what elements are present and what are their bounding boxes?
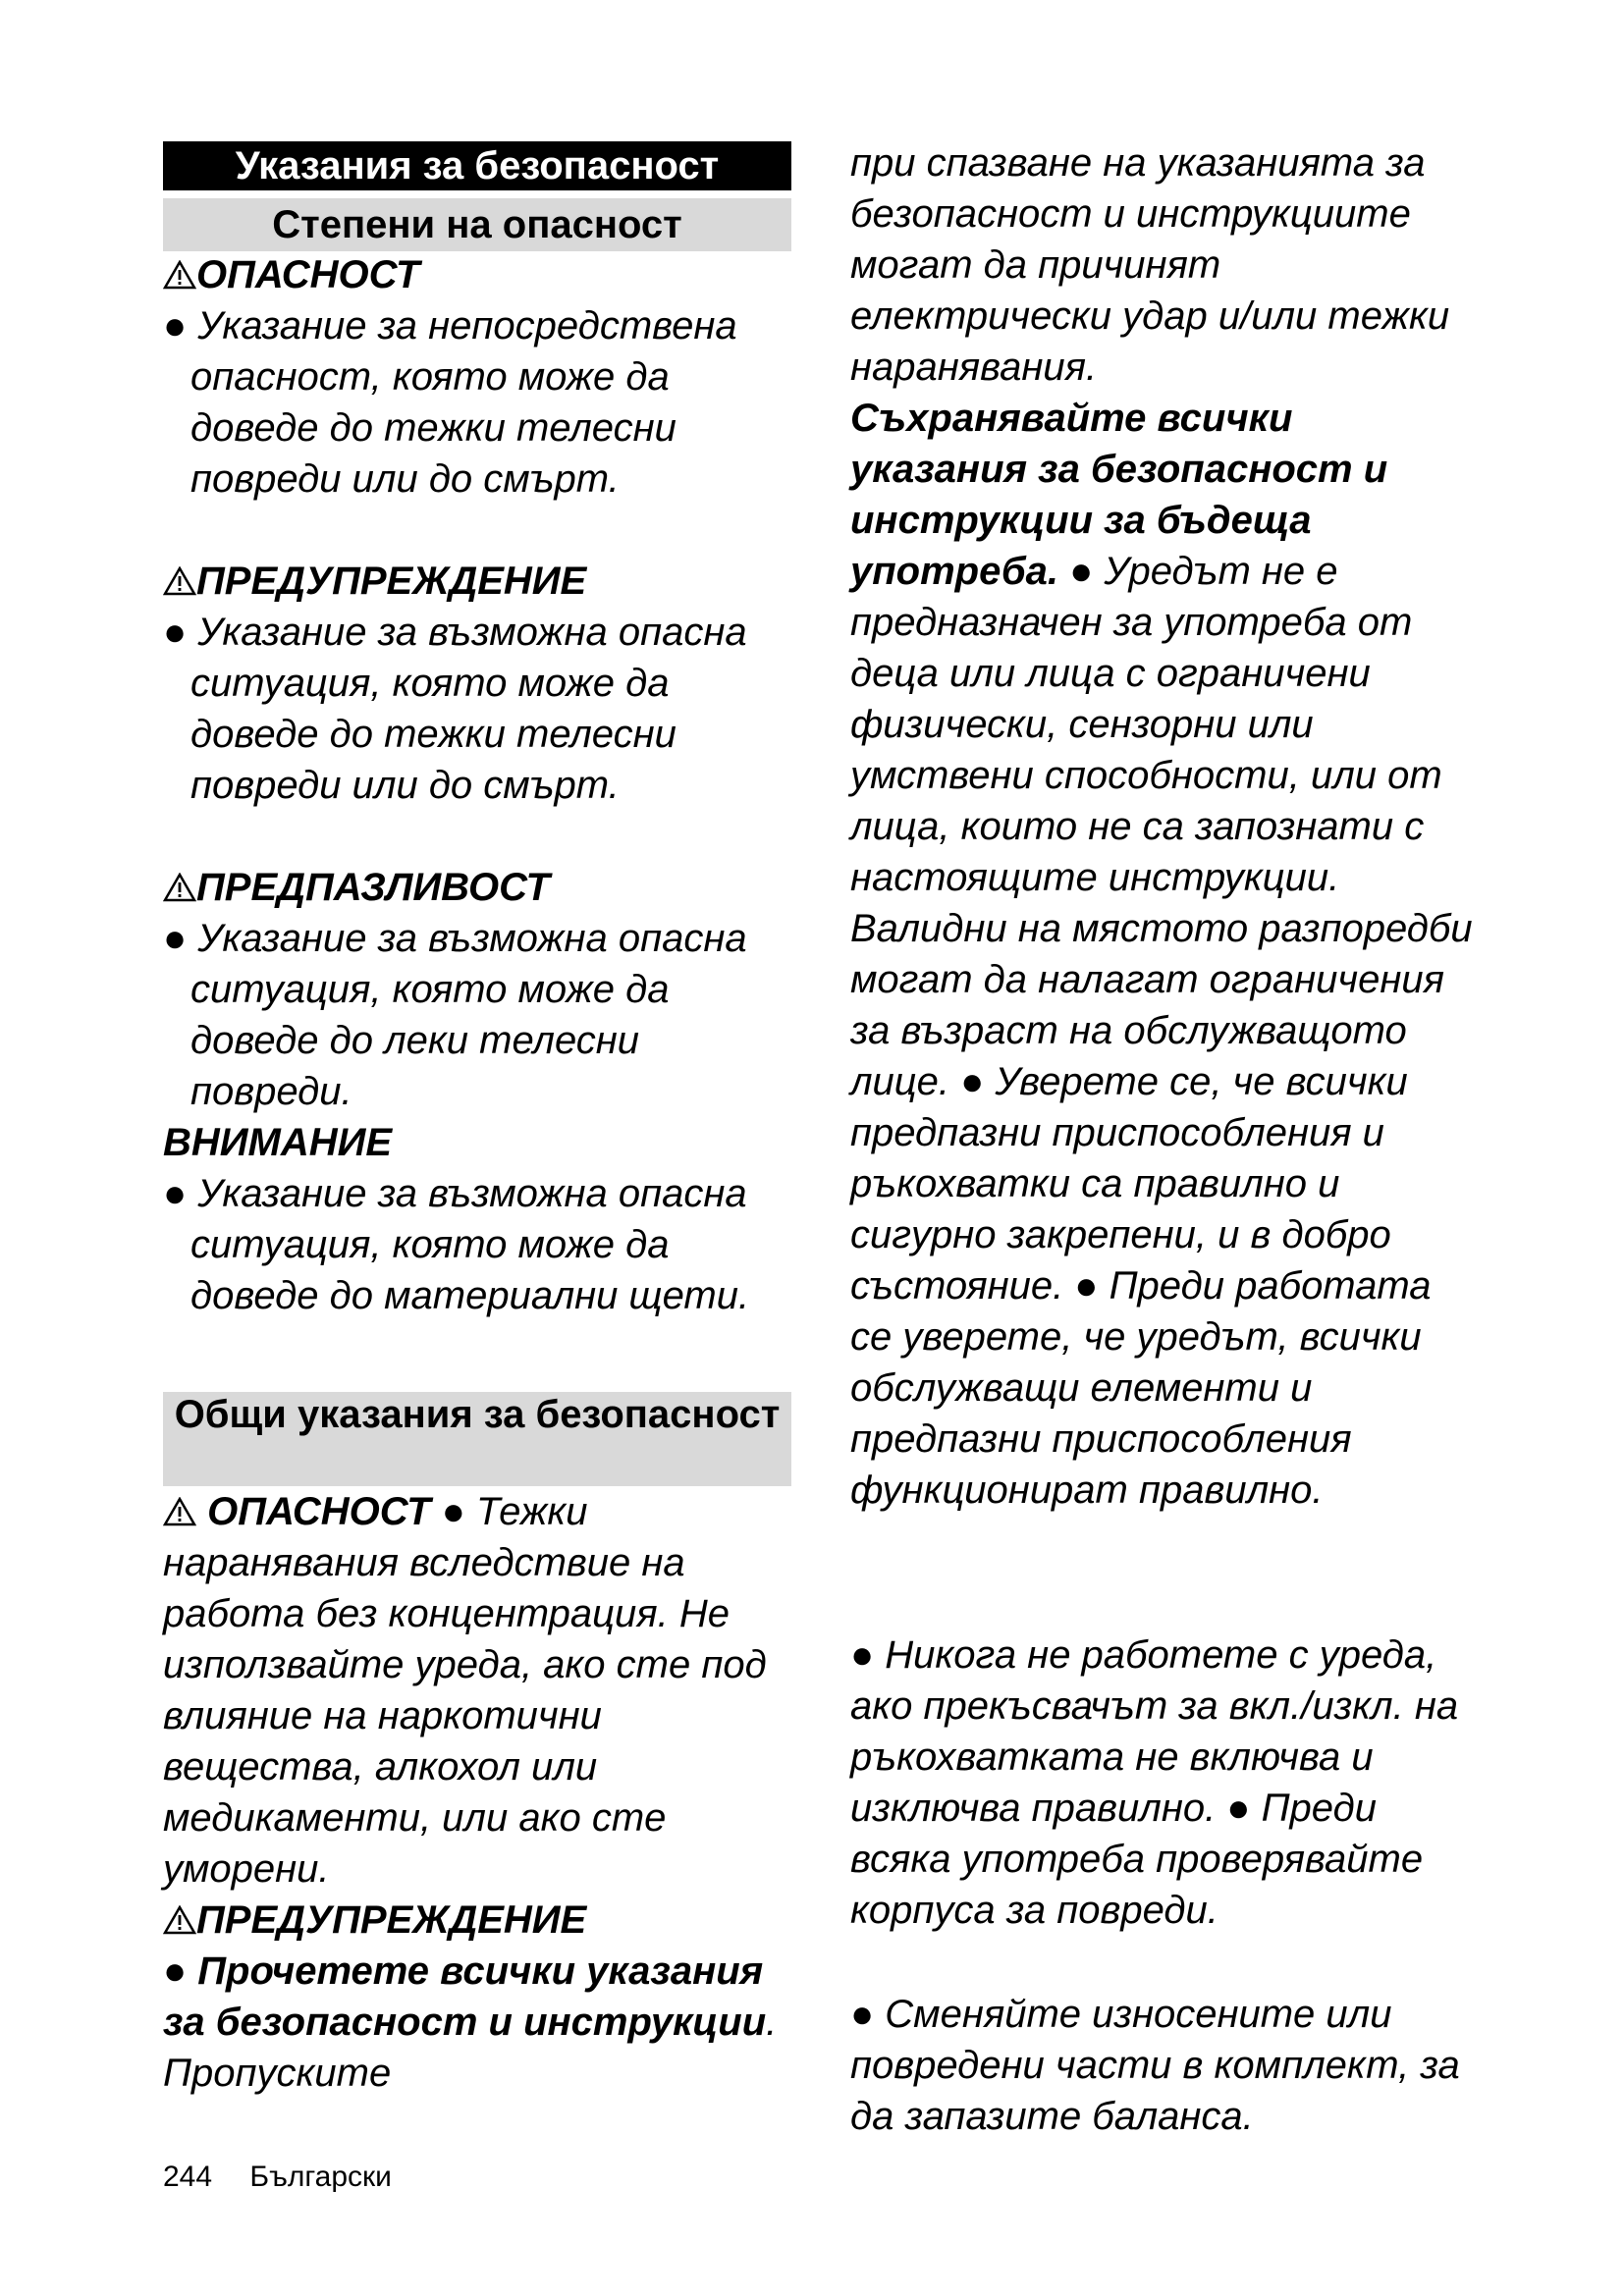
general-warning-block — [163, 1895, 791, 2099]
warning-triangle-icon — [163, 873, 196, 902]
right-paragraph-2 — [850, 393, 1479, 1516]
page-footer — [163, 2160, 421, 2195]
right-paragraph-3: ● Никога не работете с уреда, ако прекъсвачът за вкл./изкл. на ръкохватката не включва и изключва правилно. ● Преди всяка употреба проверявайте корпуса за повреди. — [850, 1633, 1459, 1932]
warning-triangle-icon — [163, 566, 196, 596]
attention-heading: ВНИМАНИЕ — [163, 1121, 393, 1164]
general-warning-bold: ● Прочетете всички указания за безопасност и инструкции — [163, 1949, 767, 2044]
caution-text: ● Указание за възможна опасна ситуация, която може да доведе до леки телесни повреди. — [163, 917, 747, 1113]
warning-heading — [163, 556, 791, 607]
danger-block — [163, 249, 791, 505]
general-warning-label: ПРЕДУПРЕЖДЕНИЕ — [196, 1898, 587, 1942]
general-danger-block — [163, 1486, 791, 1895]
right-paragraph-1: при спазване на указанията за безопасност и инструкциите могат да причинят електрически удар и/или тежки наранявания. — [850, 141, 1450, 389]
general-danger-label: ОПАСНОСТ — [207, 1490, 431, 1533]
danger-text: ● Указание за непосредствена опасност, която може да доведе до тежки телесни повреди или до смърт. — [163, 304, 737, 501]
right-paragraph-4: ● Сменяйте износените или повредени части в комплект, за да запазите баланса. — [850, 1993, 1460, 2138]
danger-heading — [163, 249, 791, 300]
general-title: Общи указания за безопасност — [163, 1392, 791, 1486]
caution-label: ПРЕДПАЗЛИВОСТ — [196, 866, 550, 909]
page-number: 244 — [163, 2161, 213, 2193]
general-warning-heading — [163, 1895, 791, 1946]
right-paragraph-2-text: ● Уредът не е предназначен за употреба от деца или лица с ограничени физически, сензорни или умствени способности, или от лица, които не са запознати с настоящите инструкции. Валидни на мястото разпоредби могат да налагат ограничения за възраст на обслужващото лице. ● Уверете се, че всички предпазни приспособления и ръкохватки са правилно и сигурно закрепени, и в добро състояние. ● Преди работата се уверете, че уредът, всички обслужващи елементи и предпазни приспособления функционират правилно. — [850, 550, 1473, 1512]
keep-instructions-bold: Съхранявайте всички указания за безопасност и инструкции за бъдеща употреба. — [850, 397, 1388, 593]
footer-language: Български — [249, 2161, 392, 2193]
warning-triangle-icon — [163, 1497, 196, 1526]
warning-text: ● Указание за възможна опасна ситуация, която може да доведе до тежки телесни повреди или до смърт. — [163, 611, 747, 807]
caution-block — [163, 862, 791, 1117]
general-warning-rest: . Пропуските — [163, 2001, 778, 2095]
warning-triangle-icon — [163, 260, 196, 290]
section-title: Указания за безопасност — [163, 141, 791, 190]
caution-heading — [163, 862, 791, 913]
danger-label: ОПАСНОСТ — [196, 253, 420, 296]
warning-block — [163, 556, 791, 811]
general-warning-text — [163, 1946, 791, 2099]
warning-label: ПРЕДУПРЕЖДЕНИЕ — [196, 560, 587, 603]
levels-title: Степени на опасност — [163, 198, 791, 251]
warning-triangle-icon — [163, 1905, 196, 1935]
attention-text: ● Указание за възможна опасна ситуация, която може да доведе до материални щети. — [163, 1172, 750, 1317]
general-danger-text: ● Тежки наранявания вследствие на работа без концентрация. Не използвайте уреда, ако сте под влияние на наркотични вещества, алкохол или медикаменти, или ако сте уморени. — [163, 1490, 767, 1891]
attention-block — [163, 1117, 791, 1321]
